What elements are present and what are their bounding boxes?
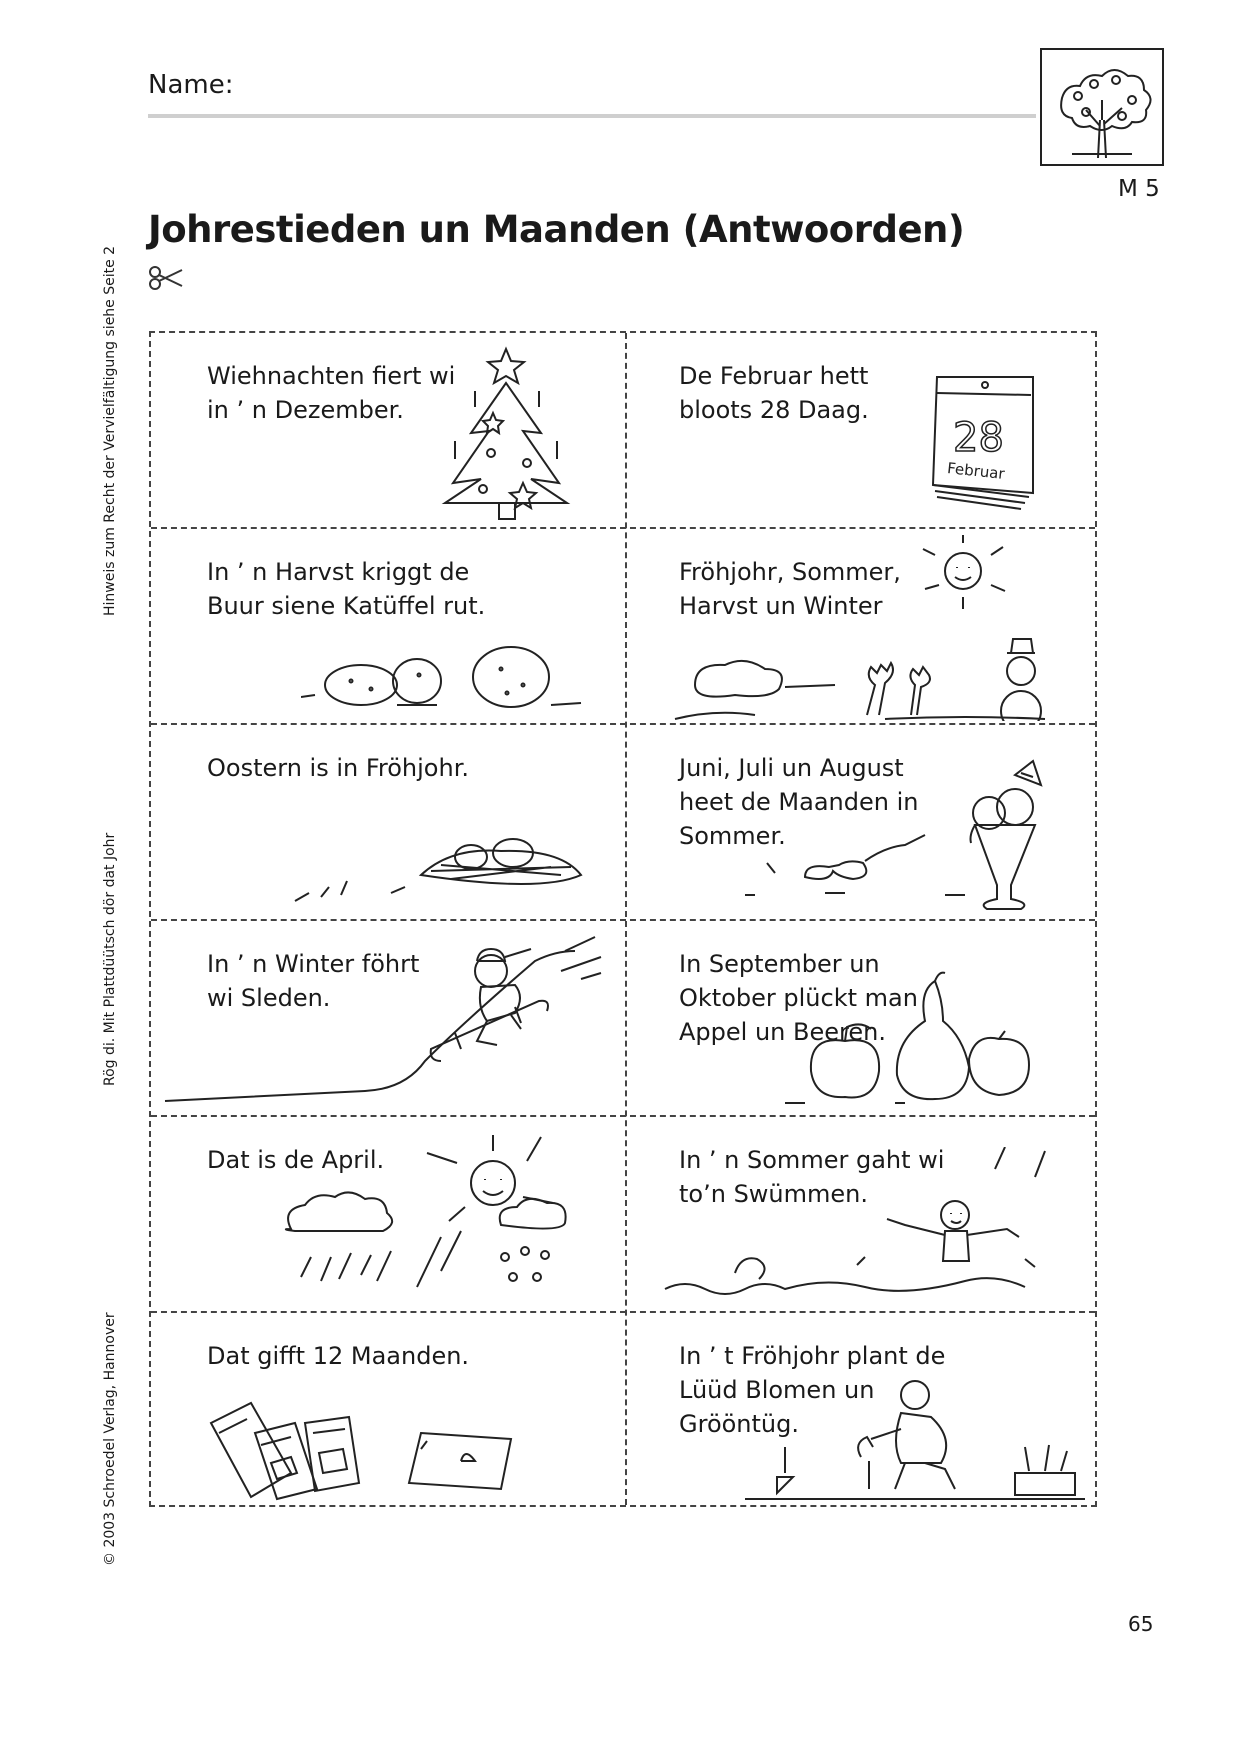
card-winter <box>151 921 625 1117</box>
name-line <box>148 114 1036 118</box>
page-number: 65 <box>1128 1612 1154 1636</box>
seasons-icon <box>645 535 1085 721</box>
card-text: Wiehnachten fiert wi in ’ n Dezember. <box>207 362 456 424</box>
scissors-icon <box>148 264 184 292</box>
page-title: Johrestieden un Maanden (Antwoorden) <box>148 208 965 251</box>
card-swimming <box>625 1117 1099 1313</box>
card-text: Dat is de April. <box>207 1146 385 1174</box>
easter-nest-icon <box>291 805 611 905</box>
card-seasons <box>625 529 1099 725</box>
card-months <box>151 1313 625 1509</box>
card-april <box>151 1117 625 1313</box>
calendar-number: 28 <box>953 415 1004 461</box>
worksheet-code: M 5 <box>1118 176 1160 202</box>
card-text: Dat gifft 12 Maanden. <box>207 1342 470 1370</box>
name-label: Name: <box>148 70 234 100</box>
card-autumn <box>151 529 625 725</box>
card-planting <box>625 1313 1099 1509</box>
tree-logo-icon <box>1040 48 1164 166</box>
ice-cream-icon <box>725 745 1085 915</box>
card-february <box>625 333 1099 529</box>
card-text: Juni, Juli un August heet de Maanden in Sommer. <box>679 754 919 850</box>
card-summer <box>625 725 1099 921</box>
card-text: In ’ t Fröhjohr plant de Lüüd Blomen un Grööntüg. <box>679 1342 946 1438</box>
fruit-icon <box>785 961 1085 1111</box>
card-easter <box>151 725 625 921</box>
card-grid <box>149 331 1097 1507</box>
card-text: In September un Oktober plückt man Appel un Beeren. <box>679 950 918 1046</box>
card-text: In ’ n Harvst kriggt de Buur siene Katüffel rut. <box>207 558 486 620</box>
card-text: Fröhjohr, Sommer, Harvst un Winter <box>679 558 901 620</box>
swimming-icon <box>655 1147 1075 1307</box>
card-text: In ’ n Winter föhrt wi Sleden. <box>207 950 420 1012</box>
sled-icon <box>161 931 621 1115</box>
side-note-copyright: © 2003 Schroedel Verlag, Hannover <box>102 1312 118 1566</box>
card-december <box>151 333 625 529</box>
calendar-month: Februar <box>946 459 1006 484</box>
calendar-pages-icon <box>201 1393 581 1503</box>
side-note-book: Rög di. Mit Plattdüütsch dör dat Johr <box>102 832 118 1086</box>
potatoes-icon <box>301 635 601 715</box>
christmas-tree-icon <box>431 343 581 523</box>
side-note-notice: Hinweis zum Recht der Vervielfältigung siehe Seite 2 <box>102 245 118 616</box>
calendar-icon <box>925 373 1065 513</box>
gardening-icon <box>745 1333 1085 1503</box>
card-text: De Februar hett bloots 28 Daag. <box>679 362 869 424</box>
weather-icon <box>261 1127 611 1307</box>
card-text: In ’ n Sommer gaht wi to’n Swümmen. <box>679 1146 945 1208</box>
card-text: Oostern is in Fröhjohr. <box>207 754 469 782</box>
card-harvest <box>625 921 1099 1117</box>
